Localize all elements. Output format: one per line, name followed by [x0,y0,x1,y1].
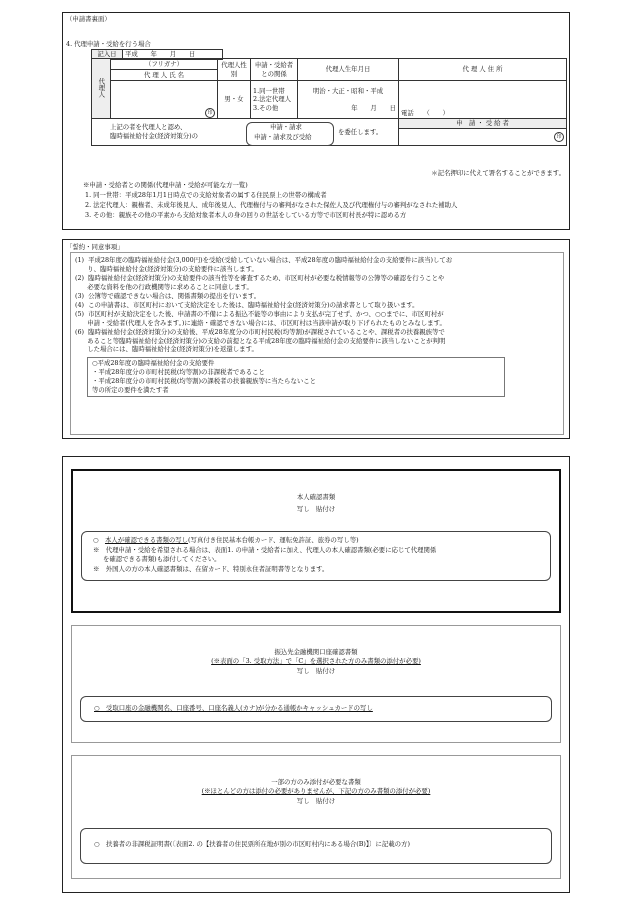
agent-row-label: 代理人 [92,59,111,119]
agent-table [91,58,567,146]
consent-item-1: (1) 平成28年度の臨時福祉給付金(3,000円)を受給(受給していない場合は、平成28年度の臨時福祉給付金の支給要件に該当)してお り、臨時福祉給付金(経済対策分)の支給要件に該当します。 [75,256,453,273]
optional-doc-line: ○ 扶養者の非課税証明書(〔表面2. の【扶養者の住民票所在地が別の市区町村内にある場合(B)】〕に記載の方) [94,840,410,848]
optional-doc-box[interactable] [71,755,561,879]
birth-header: 代理人生年月日 [298,59,399,81]
date-field[interactable]: 平成 年 月 日 [123,50,223,60]
requirements-box: ○平成28年度の臨時福祉給付金の支給要件 ・平成28年度分の市町村民税(均等割)の非課税者であること ・平成28年度分の市町村民税(均等割)の課税者の扶養親族等に当たらないこと 等の所定の要件を満たす者 [87,357,505,397]
back-side-header: （申請書裏面） [66,15,111,23]
applicant-label: 申 請 ・ 受 給 者 [399,119,567,129]
bank-copy-paste-label: 写し 貼付け [296,667,336,675]
birth-field[interactable]: 明治・大正・昭和・平成 年 月 日 [298,81,399,119]
id-doc-line1: ○ 本人が確認できる書類の写し(写真付き住民基本台帳カード、運転免許証、旅券の写し等) [93,536,359,544]
bank-doc-title: 振込先金融機関口座確認書類 [274,648,358,656]
relation-field[interactable]: 1.同一世帯 2.法定代理人 3.その他 [251,81,298,119]
relation-header: 申請・受給者との関係 [251,59,298,81]
consent-inner-box [70,252,564,435]
delegation-cell: 上記の者を代理人と認め、 臨時福祉給付金(経済対策分)の 申請・請求 申請・請求及び受給 を委任します。 [92,119,399,146]
agent-section [62,12,570,230]
furigana-header: （フリガナ） [111,59,218,70]
id-copy-paste-label: 写し 貼付け [296,505,336,513]
date-label: 記入日 [92,50,123,60]
attachments-section [62,456,570,893]
sign-note: ＊記名押印に代えて署名することができます。 [431,169,565,177]
bank-doc-box[interactable] [71,625,561,743]
id-doc-line2: ※ 代理申請・受給を希望される場合は、表面1. の申請・受給者に加え、代理人の本人確認書類(必要に応じて代理関係 [93,546,437,554]
consent-item-6: (6) 臨時福祉給付金(経済対策分)の支給後、平成28年度分の市町村民税(均等割)が課税されていることや、課税者の扶養親族等で あること等臨時福祉給付金(経済対策分)の支給の前提となる平成28年度の臨時福祉給付金の支給要件に該当しないことが判明 した場合には、臨時福祉給付金(経済対策分)を返還します。 [75,328,446,354]
relation-note-3: 3. その他：親族その他の平素から支給対象者本人の身の回りの世話をしている方等で市区町村長が特に認める方 [85,211,407,219]
applicant-seal-field[interactable]: 印 [399,129,567,146]
id-doc-line2b: を確認できる書類)も添付してください。 [103,555,221,563]
name-header: 代 理 人 氏 名 [111,70,218,81]
id-doc-box[interactable] [71,469,561,613]
id-doc-line3: ※ 外国人の方の本人確認書類は、在留カード、特別永住者証明書等となります。 [93,565,329,573]
optional-doc-note: (※ほとんどの方は添付の必要がありませんが、下記の方のみ書類の添付が必要) [201,787,431,795]
id-doc-title: 本人確認書類 [296,493,336,501]
consent-title: 「誓約・同意事項」 [66,243,124,251]
address-field[interactable]: 電話 （ ） [399,81,567,119]
address-header: 代 理 人 住 所 [399,59,567,81]
consent-section [62,239,570,439]
relation-note-1: 1. 同一世帯：平成28年1月1日時点での支給対象者の属する住民票上の世帯の構成者 [85,191,327,199]
gender-header: 代理人性別 [218,59,251,81]
seal-mark: 印 [205,108,215,118]
bank-doc-line: ○ 受取口座の金融機関名、口座番号、口座名義人(カナ)が分かる通帳かキャッシュカードの写し [94,704,373,712]
gender-field[interactable]: 男・女 [218,81,251,119]
agent-name-field[interactable] [111,81,218,119]
relation-note-2: 2. 法定代理人：親権者、未成年後見人、成年後見人、代理権付与の審判がなされた保佐人及び代理権付与の審判がなされた補助人 [85,201,458,209]
relation-note-title: ※申請・受給者との関係(代理申請・受給が可能な方一覧) [83,181,248,189]
agent-section-title: 4. 代理申請・受給を行う場合 [66,40,151,48]
consent-item-5: (5) 市区町村が支給決定をした後、申請書の不備による振込不能等の事由により支払が完了せず、かつ、○○までに、市区町村が 申請・受給者(代理人を含みます。)に連絡・確認できない場合には、市区町村は当該申請が取り下げられたものとみなします。 [75,310,446,327]
optional-doc-title: 一部の方のみ添付が必要な書類 [271,778,361,786]
consent-item-2: (2) 臨時福祉給付金(経済対策分)の支給要件の該当性等を審査するため、市区町村が必要な税情報等の公簿等の確認を行うことや 必要な資料を他の行政機関等に求めることに同意します。 [75,274,445,291]
optional-copy-paste-label: 写し 貼付け [296,797,336,805]
bank-doc-note: (※表面の「3. 受取方法」で「C」を選択された方のみ書類の添付が必要) [211,657,421,665]
consent-item-3: (3) 公簿等で確認できない場合は、関係書類の提出を行います。 [75,292,261,300]
consent-item-4: (4) この申請書は、市区町村において支給決定をした後は、臨時福祉給付金(経済対策分)の請求書として取り扱います。 [75,301,419,309]
